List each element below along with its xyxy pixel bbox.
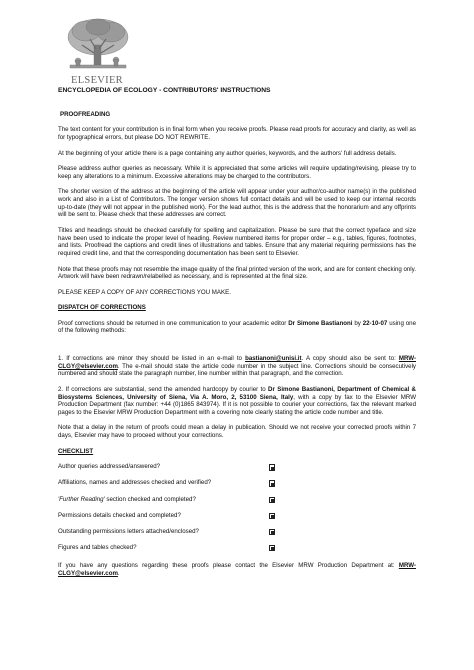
checklist-item — [58, 512, 416, 528]
method-one-text: 1. If corrections are minor they should be listed in an e-mail to — [58, 354, 246, 362]
checkbox-icon[interactable] — [269, 497, 275, 503]
dispatch-intro-text: using one of the following methods: — [58, 319, 417, 335]
checklist-item-label — [58, 528, 263, 536]
checklist-item-text: Permissions details checked and completed? — [58, 511, 181, 519]
checklist-item — [58, 496, 416, 512]
checklist-item — [58, 528, 416, 544]
checkbox-icon[interactable] — [269, 464, 275, 470]
checkbox-icon[interactable] — [269, 529, 275, 535]
checklist-item — [58, 463, 416, 479]
checklist-item-label — [58, 463, 263, 471]
elsevier-logo — [56, 15, 138, 85]
checklist-item-text: section checked and completed? — [104, 495, 196, 503]
checklist-item-label — [58, 496, 263, 504]
checkbox-icon[interactable] — [269, 480, 275, 486]
delay-note: Note that a delay in the return of proofs could mean a delay in publication. Should we not receive your corrected proofs within 7 days, Elsevier may have to proceed without your corrections. — [58, 424, 416, 440]
page-title: ENCYCLOPEDIA OF ECOLOGY - CONTRIBUTORS' INSTRUCTIONS — [58, 87, 271, 94]
checklist-item-text: Affiliations, names and addresses checked and verified? — [58, 479, 212, 487]
dispatch-intro — [58, 320, 416, 335]
method-one-text: . The e-mail should state the article code number in the subject line. Corrections should be consecutively numbered and should state the paragraph number, line number within that paragraph, and the correction. — [58, 362, 416, 378]
checklist-item-italic: 'Further Reading' — [58, 495, 105, 503]
method-one — [58, 355, 416, 378]
main-content — [58, 87, 416, 585]
checklist-item-text: Outstanding permissions letters attached/enclosed? — [58, 527, 199, 535]
paragraph: The shorter version of the address at the beginning of the article will appear under your author/co-author name(s) in the published work and also in a List of Contributors. The longer version shows full contact details and will be used to keep our internal records up-to-date (they will not appear in the published work). For the lead author, this is the address that the honorarium and any offprints will be sent to. Please check that these addresses are correct. — [58, 188, 416, 219]
method-two-text: , with a copy by fax to the Elsevier MRW Production Department (fax number: +44 (0)1865 843974). If it is not possible to courier your corrections, fax the relevant marked pages to the Elsevier MRW Production Department with a covering note clearly stating the article code number and title. — [58, 393, 416, 416]
footer-period: . — [117, 569, 120, 577]
courier-address: Dr Simone Bastianoni, Department of Chemical & Biosystems Sciences, University of Siena, Via A. Moro, 2, 53100 Siena, Italy — [58, 385, 416, 401]
dispatch-intro-text: Proof corrections should be returned in one communication to your academic editor — [58, 319, 289, 327]
checklist-heading: CHECKLIST — [58, 447, 94, 455]
checklist-item-label — [58, 544, 263, 552]
checklist-item — [58, 544, 416, 560]
paragraph: Titles and headings should be checked carefully for spelling and capitalization. Please be sure that the correct typeface and size have been used to indicate the proper level of heading. Review numbered items for proper order – e.g., tables, figures, footnotes, and lists. Proofread the captions and credit lines of illustrations and tables. Ensure that any material requiring permissions has the required credit line, and that the corresponding documentation has been sent to Elsevier. — [58, 226, 416, 258]
dispatch-intro-text: by — [352, 319, 363, 327]
checklist-item-label — [58, 512, 263, 520]
checklist-item-text: Author queries addressed/answered? — [58, 463, 161, 471]
paragraph: PLEASE KEEP A COPY OF ANY CORRECTIONS YOU MAKE. — [58, 288, 231, 296]
paragraph: The text content for your contribution is in final form when you receive proofs. Please read proofs for accuracy and clarity, as well as for typographical errors, but please DO NOT REWRITE. — [58, 126, 416, 142]
checklist-item-label — [58, 479, 263, 487]
footer-contact — [58, 562, 416, 577]
method-one-text: . A copy should also be sent to: — [301, 354, 399, 362]
deadline-date: 22-10-07 — [362, 319, 388, 327]
method-two-text: 2. If corrections are substantial, send the amended hardcopy by courier to — [58, 385, 269, 393]
elsevier-wordmark: ELSEVIER — [71, 75, 123, 86]
dispatch-heading: DISPATCH OF CORRECTIONS — [58, 304, 146, 312]
paragraph: Note that these proofs may not resemble the image quality of the final printed version of the work, and are for content checking only. Artwork will have been redrawn/relabelled as necessary, and is represented at the final size. — [58, 265, 416, 281]
paragraph: Please address author queries as necessary. While it is appreciated that some articles will require updating/revising, please try to keep any alterations to a minimum. Excessive alterations may be charged to the contributors. — [58, 165, 416, 180]
checklist — [58, 463, 416, 560]
elsevier-tree-icon — [56, 15, 138, 77]
checklist-item — [58, 479, 416, 495]
editor-email-link[interactable]: bastianoni@unisi.it — [245, 354, 302, 362]
checkbox-icon[interactable] — [269, 513, 275, 519]
proofreading-heading: PROOFREADING — [60, 110, 111, 118]
paragraph: At the beginning of your article there is a page containing any author queries, keywords, and the authors' full address details. — [58, 149, 397, 157]
checklist-item-text: Figures and tables checked? — [58, 544, 137, 552]
footer-text: If you have any questions regarding these proofs please contact the Elsevier MRW Production Department at: — [58, 562, 395, 570]
footer-email-link[interactable]: MRW-CLGY@elsevier.com — [58, 562, 416, 577]
method-two — [58, 386, 416, 417]
checkbox-icon[interactable] — [269, 545, 275, 551]
editor-name: Dr Simone Bastianoni — [288, 319, 353, 327]
production-email-link[interactable]: MRW-CLGY@elsevier.com — [58, 354, 416, 370]
